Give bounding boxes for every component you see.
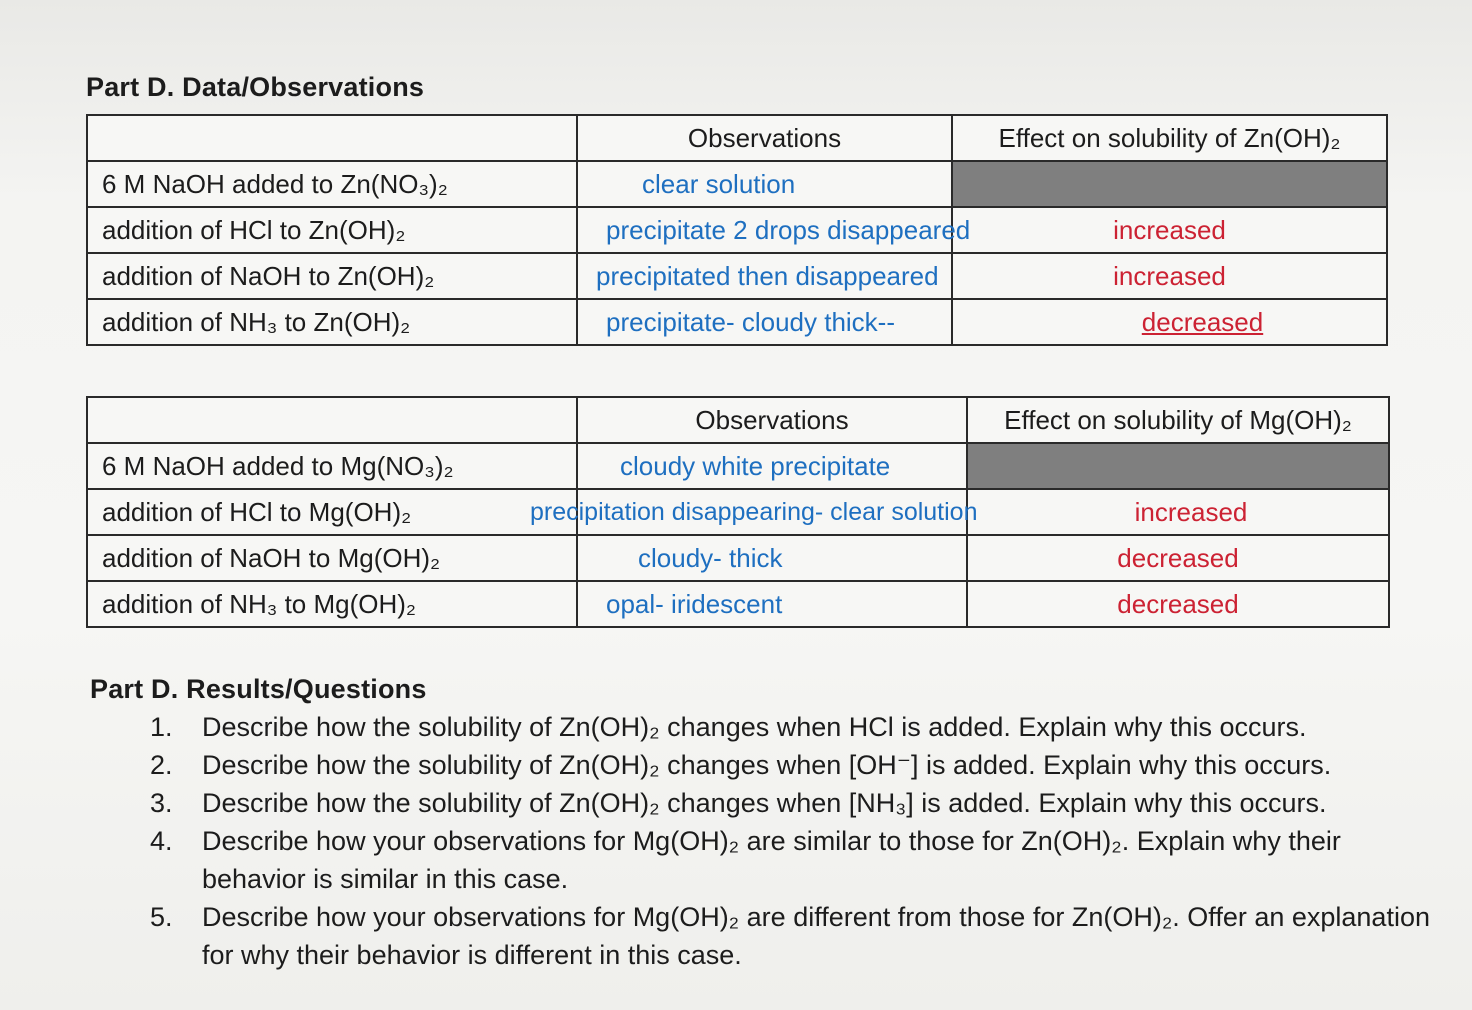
questions-list — [150, 708, 1450, 974]
list-item — [150, 784, 1450, 822]
table-row — [87, 581, 1389, 627]
observation-cell: opal- iridescent — [577, 581, 967, 627]
table-row — [87, 299, 1387, 345]
question-text: Describe how your observations for Mg(OH)₂ are similar to those for Zn(OH)₂. Explain why their behavior is similar in this case. — [202, 826, 1341, 894]
observation-cell: precipitated then disappeared — [577, 253, 952, 299]
row-label: addition of HCl to Mg(OH)₂ — [87, 489, 577, 535]
effect-cell: increased — [952, 253, 1387, 299]
mg-observation-table — [86, 396, 1390, 628]
list-item — [150, 822, 1450, 898]
table-header-row — [87, 115, 1387, 161]
list-item — [150, 746, 1450, 784]
row-label: 6 M NaOH added to Zn(NO₃)₂ — [87, 161, 577, 207]
row-label: addition of HCl to Zn(OH)₂ — [87, 207, 577, 253]
question-number: 1. — [150, 712, 173, 742]
question-text: Describe how the solubility of Zn(OH)₂ changes when HCl is added. Explain why this occurs. — [202, 712, 1307, 742]
observation-cell: precipitation disappearing- clear solution — [577, 489, 967, 535]
effect-cell-shaded — [952, 161, 1387, 207]
list-item — [150, 708, 1450, 746]
list-item — [150, 898, 1450, 974]
row-label: addition of NaOH to Mg(OH)₂ — [87, 535, 577, 581]
row-label: addition of NH₃ to Zn(OH)₂ — [87, 299, 577, 345]
table-row — [87, 253, 1387, 299]
effect-cell: decreased — [967, 581, 1389, 627]
effect-cell: increased — [952, 207, 1387, 253]
table-row — [87, 489, 1389, 535]
table-row — [87, 443, 1389, 489]
zn-observation-table — [86, 114, 1388, 346]
effect-cell: decreased — [952, 299, 1387, 345]
effect-cell-shaded — [967, 443, 1389, 489]
header-cell-blank — [87, 115, 577, 161]
header-cell-blank — [87, 397, 577, 443]
question-number: 5. — [150, 902, 173, 932]
question-number: 2. — [150, 750, 173, 780]
row-label: addition of NaOH to Zn(OH)₂ — [87, 253, 577, 299]
table-row — [87, 161, 1387, 207]
table-header-row — [87, 397, 1389, 443]
observation-cell: precipitate 2 drops disappeared — [577, 207, 952, 253]
question-text: Describe how the solubility of Zn(OH)₂ changes when [OH⁻] is added. Explain why this occurs. — [202, 750, 1332, 780]
table-row — [87, 207, 1387, 253]
question-text: Describe how the solubility of Zn(OH)₂ changes when [NH₃] is added. Explain why this occurs. — [202, 788, 1327, 818]
row-label: addition of NH₃ to Mg(OH)₂ — [87, 581, 577, 627]
question-text: Describe how your observations for Mg(OH)₂ are different from those for Zn(OH)₂. Offer an explanation for why their behavior is different in this case. — [202, 902, 1430, 970]
observation-cell: cloudy white precipitate — [577, 443, 967, 489]
effect-cell: increased — [967, 489, 1389, 535]
observation-cell: cloudy- thick — [577, 535, 967, 581]
question-number: 3. — [150, 788, 173, 818]
header-observations: Observations — [577, 115, 952, 161]
observation-cell: clear solution — [577, 161, 952, 207]
section-heading-questions: Part D. Results/Questions — [90, 674, 427, 704]
header-effect-zn: Effect on solubility of Zn(OH)₂ — [952, 115, 1387, 161]
table-row — [87, 535, 1389, 581]
row-label: 6 M NaOH added to Mg(NO₃)₂ — [87, 443, 577, 489]
header-observations: Observations — [577, 397, 967, 443]
header-effect-mg: Effect on solubility of Mg(OH)₂ — [967, 397, 1389, 443]
question-number: 4. — [150, 826, 173, 856]
observation-cell: precipitate- cloudy thick-- — [577, 299, 952, 345]
section-heading-data: Part D. Data/Observations — [86, 72, 425, 102]
effect-cell: decreased — [967, 535, 1389, 581]
